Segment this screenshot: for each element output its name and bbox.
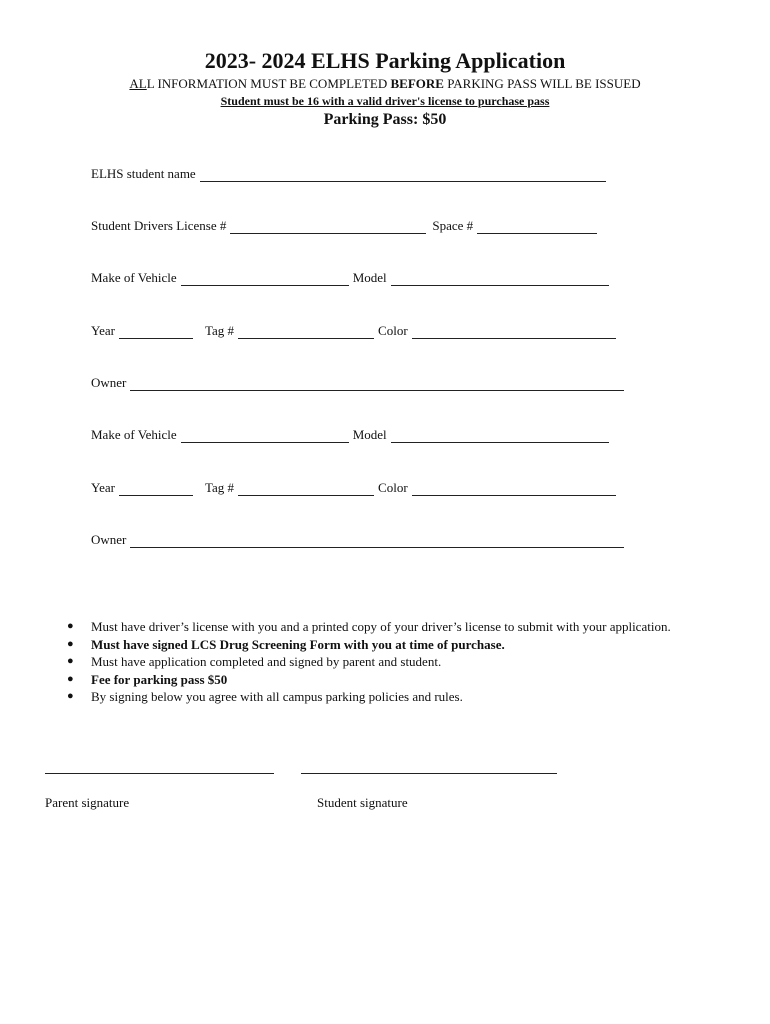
vehicle1-model-label: Model xyxy=(352,270,387,285)
completion-notice xyxy=(0,76,770,92)
vehicle1-year-label: Year xyxy=(91,323,115,338)
requirement-item xyxy=(67,618,671,636)
vehicle2-make-row xyxy=(91,425,613,443)
vehicle1-color-field[interactable] xyxy=(412,326,616,339)
notice-part1: L INFORMATION MUST BE COMPLETED xyxy=(146,76,391,91)
vehicle1-owner-label: Owner xyxy=(91,375,127,390)
requirement-text: Must have driver’s license with you and a printed copy of your driver’s license to submit with your application. xyxy=(91,619,671,634)
vehicle1-color-label: Color xyxy=(378,323,408,338)
vehicle1-owner-row xyxy=(91,373,628,391)
parent-signature-label: Parent signature xyxy=(45,795,130,810)
vehicle1-make-label: Make of Vehicle xyxy=(91,270,177,285)
vehicle2-make-label: Make of Vehicle xyxy=(91,427,177,442)
license-row xyxy=(91,216,601,234)
bullet-icon: ● xyxy=(67,690,74,702)
page-title: 2023- 2024 ELHS Parking Application xyxy=(204,48,566,73)
bullet-icon: ● xyxy=(67,672,74,685)
vehicle2-owner-label: Owner xyxy=(91,532,127,547)
space-label: Space # xyxy=(432,218,474,233)
vehicle2-tag-label: Tag # xyxy=(204,480,235,495)
vehicle1-model-field[interactable] xyxy=(391,273,609,286)
license-label: Student Drivers License # xyxy=(91,218,227,233)
space-field[interactable] xyxy=(477,221,597,234)
vehicle1-year-field[interactable] xyxy=(119,326,193,339)
notice-bold: BEFORE xyxy=(390,76,444,91)
bullet-icon: ● xyxy=(67,637,74,650)
vehicle2-owner-field[interactable] xyxy=(130,535,624,548)
requirements-list xyxy=(67,618,671,706)
requirement-text: By signing below you agree with all campus parking policies and rules. xyxy=(91,689,463,704)
vehicle1-make-field[interactable] xyxy=(181,273,349,286)
age-requirement: Student must be 16 with a valid driver's license to purchase pass xyxy=(220,94,550,108)
requirement-item xyxy=(67,636,671,654)
requirement-text: Fee for parking pass $50 xyxy=(91,671,228,687)
vehicle1-tag-field[interactable] xyxy=(238,326,374,339)
vehicle2-model-field[interactable] xyxy=(391,430,609,443)
student-signature-label: Student signature xyxy=(317,795,408,810)
vehicle1-make-row xyxy=(91,268,613,286)
parent-signature-line[interactable] xyxy=(45,772,274,774)
notice-part2: PARKING PASS WILL BE ISSUED xyxy=(443,76,641,91)
vehicle2-tag-field[interactable] xyxy=(238,483,374,496)
vehicle1-tag-label: Tag # xyxy=(204,323,235,338)
requirement-item xyxy=(67,653,671,671)
bullet-icon: ● xyxy=(67,655,74,667)
requirement-text: Must have signed LCS Drug Screening Form with you at time of purchase. xyxy=(91,636,505,652)
notice-underlined: AL xyxy=(129,76,147,91)
vehicle2-owner-row xyxy=(91,530,628,548)
requirement-item xyxy=(67,671,671,689)
bullet-icon: ● xyxy=(67,620,74,632)
vehicle1-owner-field[interactable] xyxy=(130,378,624,391)
license-field[interactable] xyxy=(230,221,426,234)
parking-pass-price: Parking Pass: $50 xyxy=(323,111,447,128)
student-name-label: ELHS student name xyxy=(91,166,196,181)
vehicle2-color-label: Color xyxy=(378,480,408,495)
vehicle2-make-field[interactable] xyxy=(181,430,349,443)
student-name-field[interactable] xyxy=(200,169,606,182)
vehicle2-year-label: Year xyxy=(91,480,115,495)
vehicle2-year-field[interactable] xyxy=(119,483,193,496)
student-name-row xyxy=(91,164,610,182)
requirement-item xyxy=(67,688,671,706)
requirement-text: Must have application completed and signed by parent and student. xyxy=(91,654,442,669)
vehicle2-color-field[interactable] xyxy=(412,483,616,496)
vehicle1-year-row xyxy=(91,321,620,339)
vehicle2-model-label: Model xyxy=(352,427,387,442)
vehicle2-year-row xyxy=(91,478,620,496)
student-signature-line[interactable] xyxy=(301,772,557,774)
